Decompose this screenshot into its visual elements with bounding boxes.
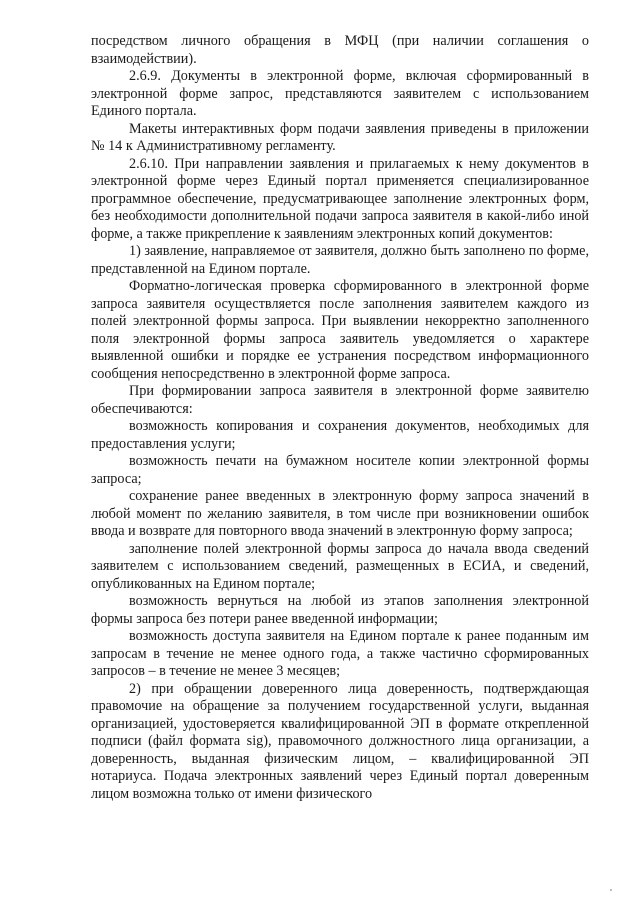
paragraph-form-templates: Макеты интерактивных форм подачи заявления приведены в приложении № 14 к Административному регламенту. xyxy=(91,120,589,154)
paragraph-mfc-continuation: посредством личного обращения в МФЦ (при наличии соглашения о взаимодействии). xyxy=(91,33,589,67)
scan-speck xyxy=(610,889,612,891)
paragraph-save-values: сохранение ранее введенных в электронную форму запроса значений в любой момент по желанию заявителя, в том числе при возникновении ошибок ввода и возврате для повторного ввода значений в электронную форму запроса; xyxy=(91,488,589,539)
paragraph-copy-save: возможность копирования и сохранения документов, необходимых для предоставления услуги; xyxy=(91,418,589,452)
paragraph-2-6-9: 2.6.9. Документы в электронной форме, включая сформированный в электронной форме запрос, представляются заявителем с использованием Единого портала. xyxy=(91,68,589,119)
paragraph-format-logical-check: Форматно-логическая проверка сформированного в электронной форме запроса заявителя осуществляется после заполнения заявителем каждого из полей электронной формы запроса. При выявлении некорректно заполненного поля электронной формы запроса заявитель уведомляется о характере выявленной ошибки и порядке ее устранения посредством информационного сообщения непосредственно в электронной форме запроса. xyxy=(91,278,589,382)
paragraph-access-previous-requests: возможность доступа заявителя на Едином портале к ранее поданным им запросам в течение не менее одного года, а также частично сформированных запросов – в течение не менее 3 месяцев; xyxy=(91,628,589,679)
paragraph-provided-capabilities: При формировании запроса заявителя в электронной форме заявителю обеспечиваются: xyxy=(91,383,589,417)
paragraph-print-copy: возможность печати на бумажном носителе копии электронной формы запроса; xyxy=(91,453,589,487)
paragraph-return-to-step: возможность вернуться на любой из этапов заполнения электронной формы запроса без потери ранее введенной информации; xyxy=(91,593,589,627)
paragraph-prefill-fields: заполнение полей электронной формы запроса до начала ввода сведений заявителем с использованием сведений, размещенных в ЕСИА, и сведений, опубликованных на Едином портале; xyxy=(91,540,589,592)
paragraph-item-1: 1) заявление, направляемое от заявителя, должно быть заполнено по форме, представленной на Едином портале. xyxy=(91,243,589,277)
paragraph-item-2-trustee: 2) при обращении доверенного лица доверенность, подтверждающая правомочие на обращение за получением государственной услуги, выданная организацией, удостоверяется квалифицированной ЭП в формате открепленной подписи (файл формата sig), правомочного должностного лица организации, а доверенность, выданная физическим лицом, – квалифицированной ЭП нотариуса. Подача электронных заявлений через Единый портал доверенным лицом возможна только от имени физического xyxy=(91,680,589,802)
paragraph-2-6-10: 2.6.10. При направлении заявления и прилагаемых к нему документов в электронной форме через Единый портал применяется специализированное программное обеспечение, предусматривающее заполнение электронных форм, без необходимости дополнительной подачи запроса заявителя в какой-либо иной форме, а также прикрепление к заявлениям электронных копий документов: xyxy=(91,155,589,242)
document-page xyxy=(91,33,589,803)
